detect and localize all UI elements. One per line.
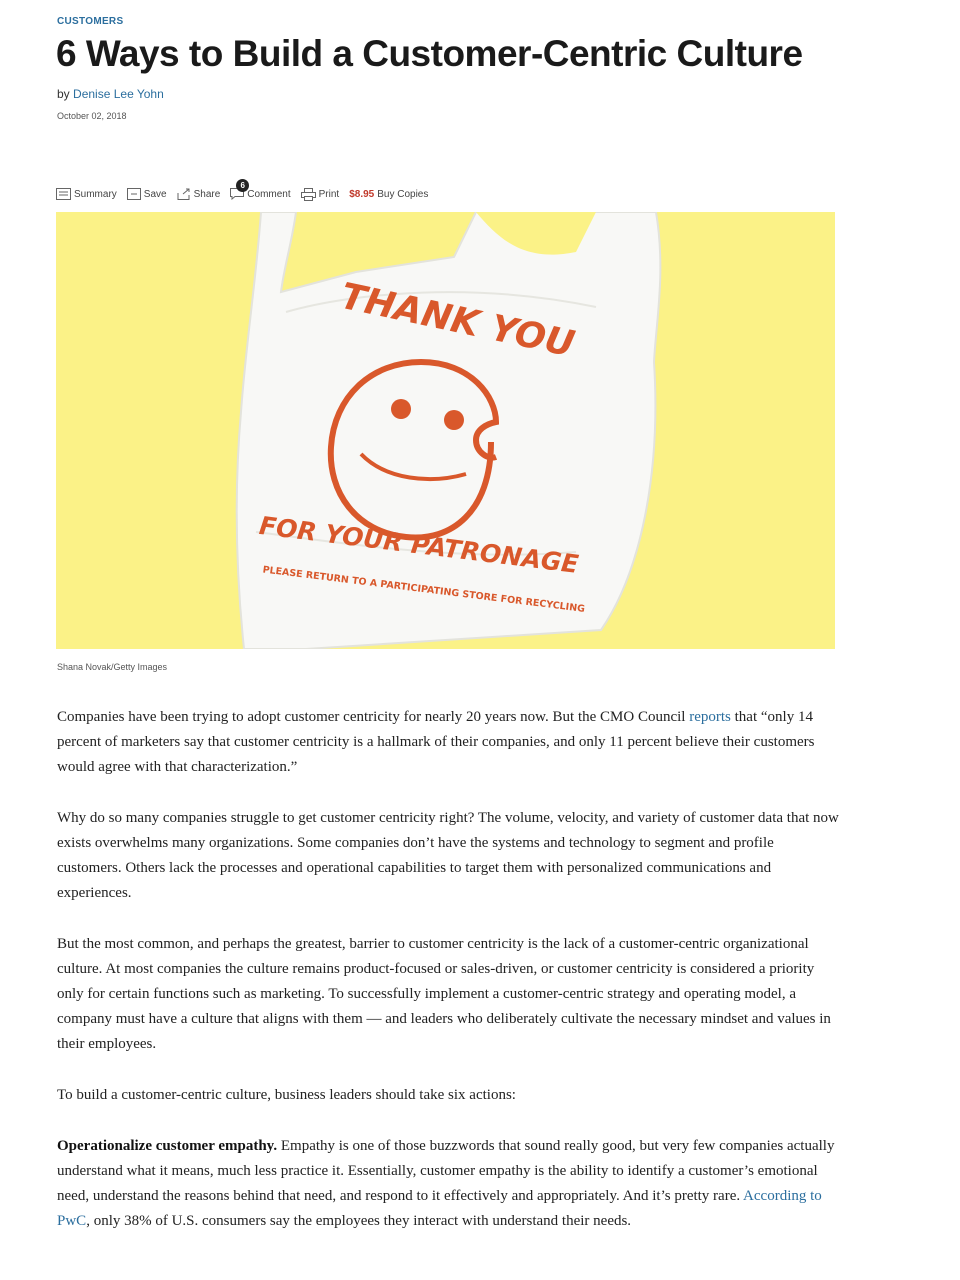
buy-copies-label: Buy Copies (377, 188, 429, 200)
share-button[interactable] (177, 188, 221, 200)
bag-recycling-text: PLEASE RETURN TO A PARTICIPATING STORE FOR RECYCLING (261, 564, 586, 615)
article-toolbar (56, 181, 438, 204)
bag-patronage-text: FOR YOUR PATRONAGE (257, 510, 581, 579)
article-title: 6 Ways to Build a Customer-Centric Culture (56, 33, 803, 74)
smiley-left-eye (391, 399, 411, 419)
byline-prefix: by (57, 87, 70, 101)
save-label: Save (143, 188, 167, 200)
comment-count-badge: 6 (236, 179, 249, 192)
paragraph-5 (57, 1134, 842, 1234)
print-label: Print (318, 188, 340, 200)
summary-button[interactable] (56, 188, 117, 200)
paragraph-2: Why do so many companies struggle to get customer centricity right? The volume, velocity, and variety of customer data that now exists overwhelms many organizations. Some companies don’t have the systems and technology to segment and profile customers. Others lack the processes and operational capabilities to target them with personalized communications and experiences. (57, 810, 839, 901)
save-button[interactable] (127, 188, 167, 200)
hero-image (56, 212, 835, 649)
save-icon (127, 188, 141, 200)
printer-icon (301, 188, 316, 201)
byline (57, 87, 164, 101)
article-body (57, 705, 842, 1260)
image-credit: Shana Novak/Getty Images (57, 662, 168, 672)
paragraph-text: , only 38% of U.S. consumers say the employees they interact with understand their needs. (86, 1213, 632, 1229)
paragraph-3: But the most common, and perhaps the greatest, barrier to customer centricity is the lack of a customer-centric organizational culture. At most companies the culture remains product-focused or sales-driven, or customer centricity is considered a priority only for certain functions such as marketing. To successfully implement a customer-centric strategy and operating model, a company must have a culture that aligns with them — and leaders who deliberately cultivate the necessary mindset and values in their employees. (57, 936, 831, 1052)
smiley-right-eye (444, 410, 464, 430)
share-label: Share (193, 188, 221, 200)
print-button[interactable] (301, 188, 340, 201)
share-icon (177, 188, 191, 200)
paragraph-text: Empathy is one of those buzzwords that sound really good, but very few companies actually understand what it means, much less practice it. Essentially, customer empathy is the ability to identify a customer’s emotional need, understand the reasons behind that need, and respond to it effectively and appropriately. And it’s pretty rare. (57, 1138, 835, 1204)
author-link[interactable]: Denise Lee Yohn (73, 87, 164, 101)
section-heading: Operationalize customer empathy. (57, 1138, 278, 1154)
paragraph-text: Companies have been trying to adopt customer centricity for nearly 20 years now. But the CMO Council (57, 709, 690, 725)
comment-label: Comment (247, 188, 291, 200)
bag-thank-you-text: THANK YOU (336, 275, 579, 366)
plastic-bag-illustration (56, 212, 835, 649)
summary-label: Summary (74, 188, 117, 200)
paragraph-text: that “only 14 percent of marketers say that customer centricity is a hallmark of their companies, and only 11 percent believe their customers would agree with that characterization.” (57, 709, 815, 775)
paragraph-1 (57, 705, 842, 780)
topic-link[interactable]: CUSTOMERS (57, 16, 124, 27)
buy-copies-button[interactable] (349, 189, 428, 200)
price: $8.95 (349, 188, 375, 200)
paragraph-4: To build a customer-centric culture, business leaders should take six actions: (57, 1087, 516, 1103)
reports-link[interactable]: reports (689, 709, 731, 725)
comment-button[interactable] (230, 181, 291, 200)
publish-date: October 02, 2018 (57, 111, 127, 121)
pwc-link[interactable]: According to PwC (57, 1188, 822, 1229)
summary-icon (56, 188, 71, 200)
